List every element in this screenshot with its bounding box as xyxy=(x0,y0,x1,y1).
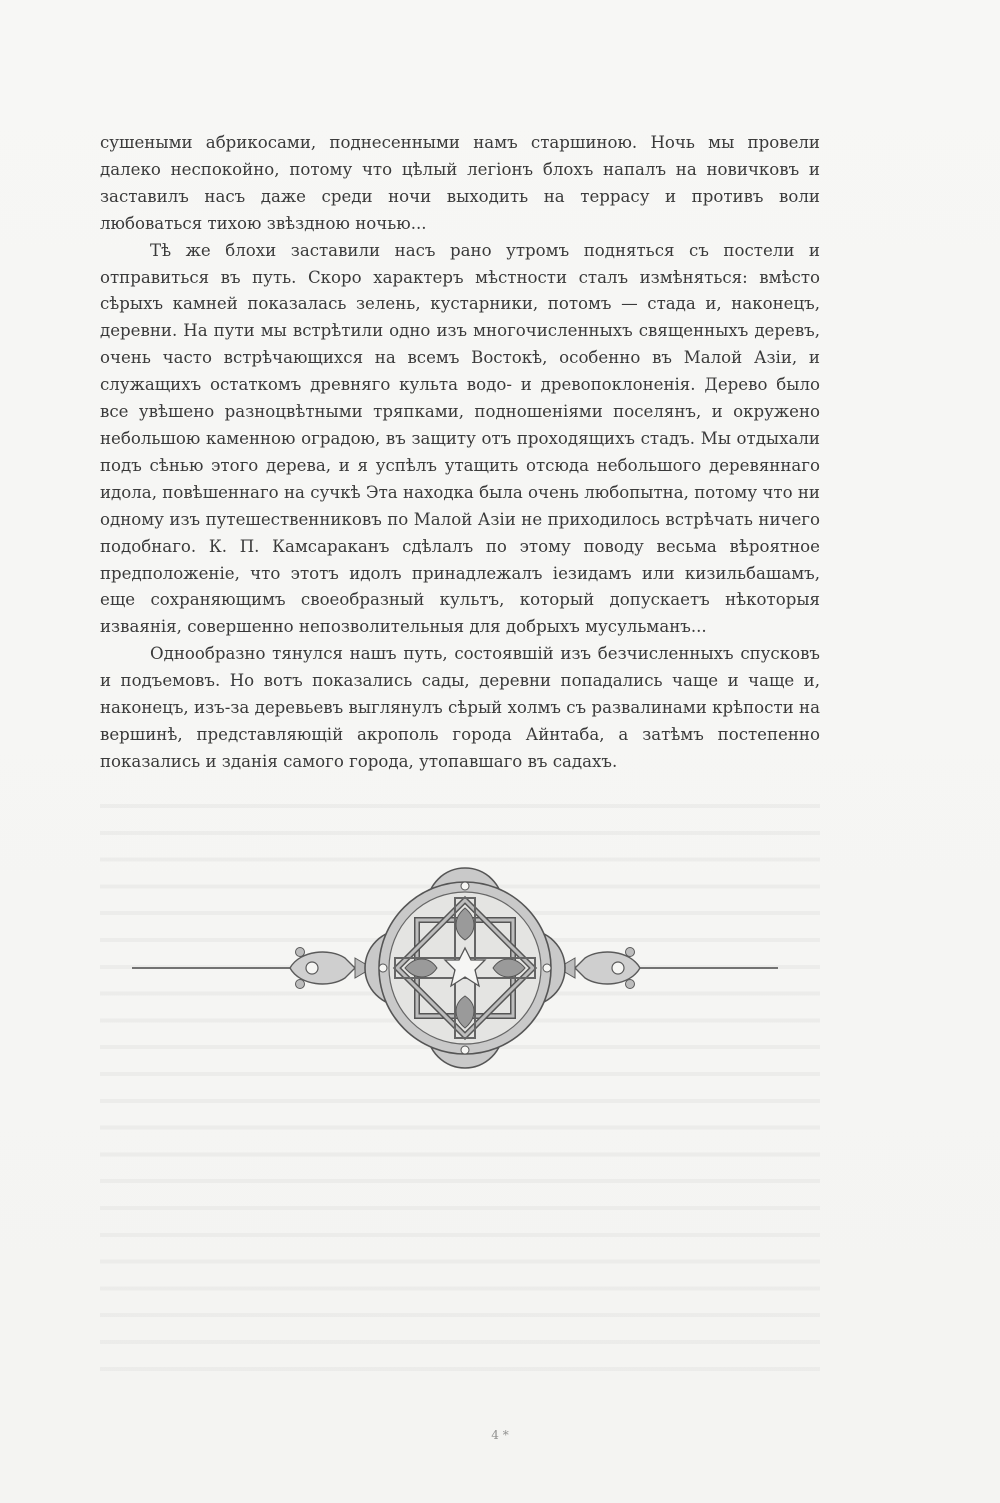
paragraph-2: Тѣ же блохи заставили насъ рано утромъ подняться съ постели и отправиться въ путь. Скоро характеръ мѣстности сталъ измѣняться: вмѣсто сѣрыхъ камней показалась зелень, кустарники, потомъ — стада и, наконецъ, деревни. На пути мы встрѣтили одно изъ многочисленныхъ священныхъ деревъ, очень часто встрѣчающихся на всемъ Востокѣ, особенно въ Малой Азіи, и служащихъ остаткомъ древняго культа водо- и древопоклоненія. Дерево было все увѣшено разноцвѣтными тряпками, подношеніями поселянъ, и окружено небольшою каменною оградою, въ защиту отъ проходящихъ стадъ. Мы отдыхали подъ сѣнью этого дерева, и я успѣлъ утащить отсюда небольшого деревяннаго идола, повѣшеннаго на сучкѣ Эта находка была очень любопытна, потому что ни одному изъ путешественниковъ по Малой Азіи не приходилось встрѣчать ничего подобнаго. К. П. Камсараканъ сдѣлалъ по этому поводу весьма вѣроятное предположеніе, что этотъ идолъ принадлежалъ іезидамъ или кизильбашамъ, еще сохраняющимъ своеобразный культъ, который допускаетъ нѣкоторыя изваянія, совершенно непозволительныя для добрыхъ мусульманъ... xyxy=(100,240,820,637)
left-scroll-icon xyxy=(290,948,372,989)
right-scroll-icon xyxy=(558,948,640,989)
paragraph-3: Однообразно тянулся нашъ путь, состоявшій изъ безчисленныхъ спусковъ и подъемовъ. Но вотъ показались сады, деревни попадались чаще и чаще и, наконецъ, изъ-за деревьевъ выглянулъ сѣрый холмъ съ развалинами крѣпости на вершинѣ, представляющій акрополь города Айнтаба, а затѣмъ постепенно показались и зданія самого города, утопавшаго въ садахъ. xyxy=(100,644,820,771)
body-text xyxy=(100,130,820,776)
paragraph-1: сушеными абрикосами, поднесенными намъ старшиною. Ночь мы провели далеко неспокойно, потому что цѣлый легіонъ блохъ напалъ на новичковъ и заставилъ насъ даже среди ночи выходить на террасу и противъ воли любоваться тихою звѣздною ночью... xyxy=(100,133,820,233)
medallion-icon xyxy=(365,868,565,1068)
decorative-ornament-icon xyxy=(0,840,1000,1090)
signature-mark: 4 * xyxy=(491,1428,509,1442)
